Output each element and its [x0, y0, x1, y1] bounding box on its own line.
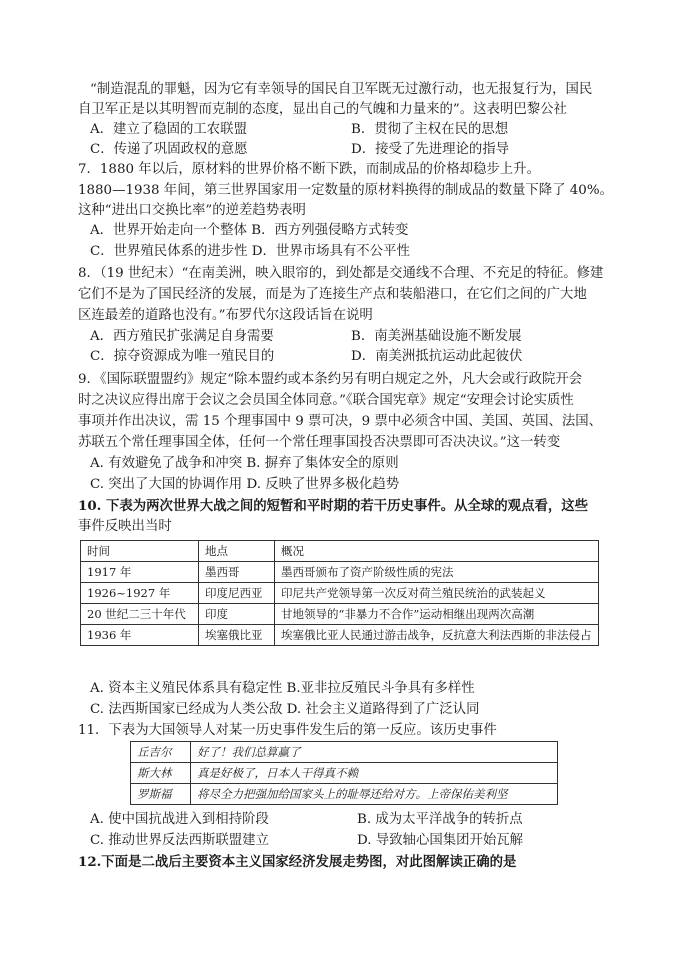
q11-option-a: A. 使中国抗战进入到相持阶段: [90, 812, 269, 827]
q9-options-ab: A. 有效避免了战争和冲突 B. 摒弃了集体安全的原则: [90, 456, 399, 471]
cell-place: 埃塞俄比亚: [199, 625, 275, 646]
q6-option-a: A．建立了稳固的工农联盟: [90, 122, 247, 137]
table-row: [81, 583, 599, 604]
header-cell-place: 地点: [199, 541, 275, 562]
cell-place: 印度尼西亚: [199, 583, 275, 604]
cell-summary: 埃塞俄比亚人民通过游击战争，反抗意大利法西斯的非法侵占: [275, 625, 599, 646]
q9-line-2: 时之决议应得出席于会议之会员国全体同意。”《联合国宪章》规定“安理会讨论实质性: [78, 393, 574, 408]
q11-reactions-table: [130, 741, 558, 805]
q10-line-2: 事件反映出当时: [78, 519, 172, 534]
q8-option-a: A．西方殖民扩张满足自身需要: [90, 329, 274, 344]
q8-line-2: 它们不是为了国民经济的发展，而是为了连接生产点和装船港口，在它们之间的广大地: [78, 287, 587, 302]
q10-events-table: [80, 540, 599, 646]
q6-option-c: C．传递了巩固政权的意愿: [90, 142, 248, 157]
q6-line-1: “制造混乱的罪魁，因为它有幸领导的国民自卫军既无过激行动，也无报复行为，国民: [90, 82, 593, 97]
q8-line-1: 8．（19 世纪末）“在南美洲，映入眼帘的，到处都是交通线不合理、不充足的特征。修建: [78, 266, 604, 281]
table-row: [81, 562, 599, 583]
header-cell-summary: 概况: [275, 541, 599, 562]
cell-summary: 甘地领导的“非暴力不合作”运动相继出现两次高潮: [275, 604, 599, 625]
cell-reaction: 好了！我们总算赢了: [191, 742, 558, 763]
q10-line-1: 10. 下表为两次世界大战之间的短暂和平时期的若干历史事件。从全球的观点看，这些: [78, 498, 589, 514]
q7-options-cd: C．世界殖民体系的进步性 D．世界市场具有不公平性: [90, 244, 410, 259]
table-header-row: [81, 541, 599, 562]
q12-line: 12.下面是二战后主要资本主义国家经济发展走势图，对此图解读正确的是: [78, 854, 517, 870]
table-row: [81, 625, 599, 646]
q8-line-3: 区连最差的道路也没有。”布罗代尔这段话旨在说明: [78, 308, 373, 323]
q9-line-3: 事项并作出决议，需 15 个理事国中 9 票可决，9 票中必须含中国、美国、英国、法国、: [78, 414, 603, 429]
cell-leader: 罗斯福: [131, 784, 191, 805]
header-cell-time: 时间: [81, 541, 199, 562]
cell-leader: 丘吉尔: [131, 742, 191, 763]
q7-line-1: 7．1880 年以后，原材料的世界价格不断下跌，而制成品的价格却稳步上升。: [78, 162, 540, 177]
cell-summary: 印尼共产党领导第一次反对荷兰殖民统治的武装起义: [275, 583, 599, 604]
q6-option-b: B．贯彻了主权在民的思想: [351, 122, 509, 137]
q11-option-d: D. 导致轴心国集团开始瓦解: [357, 833, 524, 848]
q9-options-cd: C. 突出了大国的协调作用 D. 反映了世界多极化趋势: [90, 477, 400, 492]
q7-options-ab: A．世界开始走向一个整体 B．西方列强侵略方式转变: [90, 223, 409, 238]
cell-leader: 斯大林: [131, 763, 191, 784]
q8-option-d: D．南美洲抵抗运动此起彼伏: [351, 349, 523, 364]
q9-line-4: 苏联五个常任理事国全体，任何一个常任理事国投否决票即可否决决议。”这一转变: [78, 435, 561, 450]
q10-options-cd: C. 法西斯国家已经成为人类公敌 D. 社会主义道路得到了广泛认同: [90, 702, 480, 717]
q7-line-2: 1880—1938 年间，第三世界国家用一定数量的原材料换得的制成品的数量下降了 40%。: [78, 183, 613, 198]
cell-reaction: 真是好极了，日本人干得真不赖: [191, 763, 558, 784]
q6-option-d: D．接受了先进理论的指导: [351, 142, 510, 157]
cell-time: 1917 年: [81, 562, 199, 583]
cell-time: 1936 年: [81, 625, 199, 646]
cell-place: 墨西哥: [199, 562, 275, 583]
table-row: [81, 604, 599, 625]
q6-line-2: 自卫军正是以其明智而克制的态度，显出自己的气魄和力量来的”。这表明巴黎公社: [78, 102, 567, 117]
table-row: [131, 784, 558, 805]
table-row: [131, 763, 558, 784]
q8-option-b: B．南美洲基础设施不断发展: [351, 329, 522, 344]
q11-option-b: B. 成为太平洋战争的转折点: [357, 812, 523, 827]
cell-place: 印度: [199, 604, 275, 625]
table-row: [131, 742, 558, 763]
q8-option-c: C．掠夺资源成为唯一殖民目的: [90, 349, 275, 364]
q7-line-3: 这种“进出口交换比率”的逆差趋势表明: [78, 203, 306, 218]
q11-option-c: C. 推动世界反法西斯联盟建立: [90, 833, 269, 848]
q9-line-1: 9．《国际联盟盟约》规定“除本盟约或本条约另有明白规定之外，凡大会或行政院开会: [78, 372, 583, 387]
q10-options-ab: A. 资本主义殖民体系具有稳定性 B.亚非拉反殖民斗争具有多样性: [90, 681, 475, 696]
cell-reaction: 将尽全力把强加给国家头上的耻辱还给对方。上帝保佑美利坚: [191, 784, 558, 805]
q11-line: 11．下表为大国领导人对某一历史事件发生后的第一反应。该历史事件: [78, 723, 497, 738]
cell-time: 1926~1927 年: [81, 583, 199, 604]
cell-summary: 墨西哥颁布了资产阶级性质的宪法: [275, 562, 599, 583]
cell-time: 20 世纪二三十年代: [81, 604, 199, 625]
